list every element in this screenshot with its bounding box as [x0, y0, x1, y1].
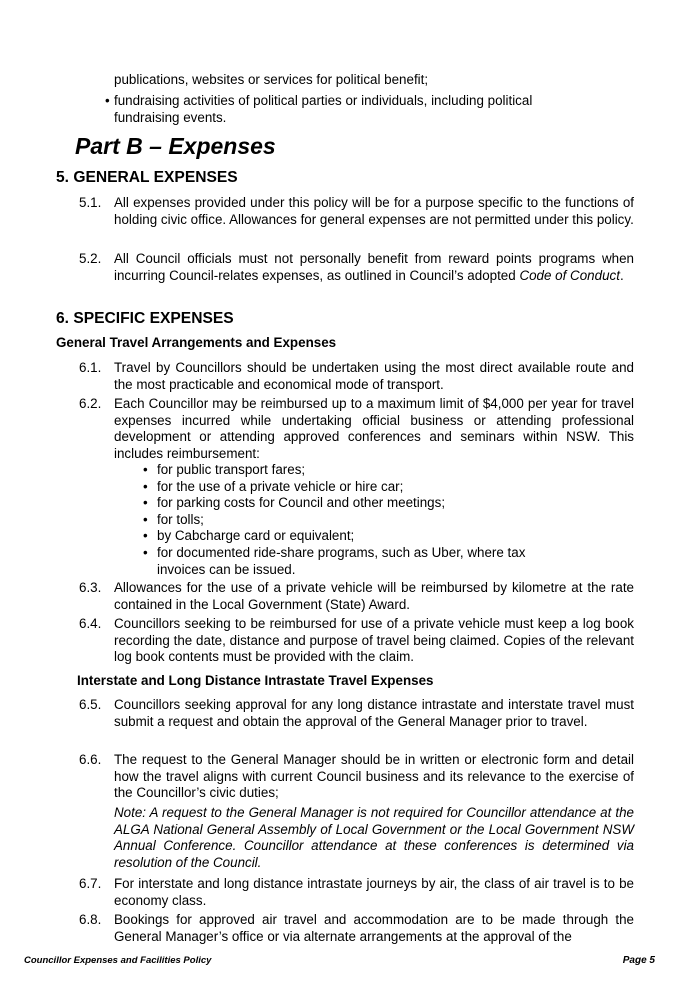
item-number: 6.1. [79, 360, 102, 375]
item-6-6-text: The request to the General Manager should be in written or electronic form and detail how the travel aligns with current Council business and its relevance to the exercise of the Councillor’s civic duties; [114, 752, 634, 801]
section-6-title: 6. SPECIFIC EXPENSES [56, 310, 234, 327]
item-5-2-end: . [619, 267, 624, 283]
reimbursement-list [143, 462, 563, 578]
item-5-2-text [114, 251, 634, 284]
part-title: Part B – Expenses [75, 133, 276, 159]
item-6-8-text: Bookings for approved air travel and accommodation are to be made through the General Manager’s office or via alternate arrangements at the approval of the [114, 912, 634, 944]
item-6-5-text: Councillors seeking approval for any long distance intrastate and interstate travel must submit a request and obtain the approval of the General Manager prior to travel. [114, 697, 634, 729]
list-item: • for parking costs for Council and other meetings; [143, 495, 563, 512]
item-number: 5.1. [79, 195, 102, 210]
footer-policy-name: Councillor Expenses and Facilities Policy [24, 955, 212, 966]
list-item: • by Cabcharge card or equivalent; [143, 528, 563, 545]
subheading-general-travel: General Travel Arrangements and Expenses [56, 335, 337, 350]
item-6-4-text: Councillors seeking to be reimbursed for use of a private vehicle must keep a log book recording the date, distance and purpose of travel being claimed. Copies of the relevant log book contents must be provided with the claim. [114, 616, 634, 665]
intro-bullet-text: fundraising activities of political parties or individuals, including political fundraising events. [114, 93, 533, 125]
list-item: • for public transport fares; [143, 462, 563, 479]
item-number: 6.6. [79, 752, 102, 767]
item-5-1-text: All expenses provided under this policy will be for a purpose specific to the functions of holding civic office. Allowances for general expenses are not permitted under this policy. [114, 195, 634, 227]
intro-line: publications, websites or services for political benefit; [114, 72, 429, 87]
list-item: • for tolls; [143, 512, 563, 529]
item-6-2-text: Each Councillor may be reimbursed up to a maximum limit of $4,000 per year for travel expenses incurred while undertaking official business or attending professional development or attending approved conferences and seminars within NSW. This includes reimbursement: [114, 396, 634, 461]
code-of-conduct-ref: Code of Conduct [519, 267, 620, 283]
item-number: 6.7. [79, 876, 102, 891]
section-5-title: 5. GENERAL EXPENSES [56, 169, 238, 186]
list-item: • for the use of a private vehicle or hire car; [143, 479, 563, 496]
item-6-1-text: Travel by Councillors should be undertaken using the most direct available route and the most practicable and economical mode of transport. [114, 360, 634, 392]
item-number: 6.4. [79, 616, 102, 631]
item-number: 6.8. [79, 912, 102, 927]
item-number: 5.2. [79, 251, 102, 266]
footer-page-number: Page 5 [622, 955, 655, 966]
item-5-2-body: All Council officials must not personally benefit from reward points programs when incurring Council-relates expenses, as outlined in Council’s adopted [114, 251, 634, 283]
item-6-3-text: Allowances for the use of a private vehicle will be reimbursed by kilometre at the rate contained in the Local Government (State) Award. [114, 580, 634, 612]
item-6-7-text: For interstate and long distance intrastate journeys by air, the class of air travel is to be economy class. [114, 876, 634, 908]
attendance-note: Note: A request to the General Manager is not required for Councillor attendance at the ALGA National General Assembly of Local Government or the Local Government NSW Annual Conference. Councillor attendance at these conferences is determined via resolution of the Council. [114, 805, 634, 870]
list-item: • for documented ride-share programs, such as Uber, where tax invoices can be issued. [143, 545, 563, 578]
item-number: 6.5. [79, 697, 102, 712]
subheading-interstate-travel: Interstate and Long Distance Intrastate Travel Expenses [77, 673, 434, 688]
item-number: 6.3. [79, 580, 102, 595]
bullet-marker: • [105, 93, 110, 108]
item-number: 6.2. [79, 396, 102, 411]
